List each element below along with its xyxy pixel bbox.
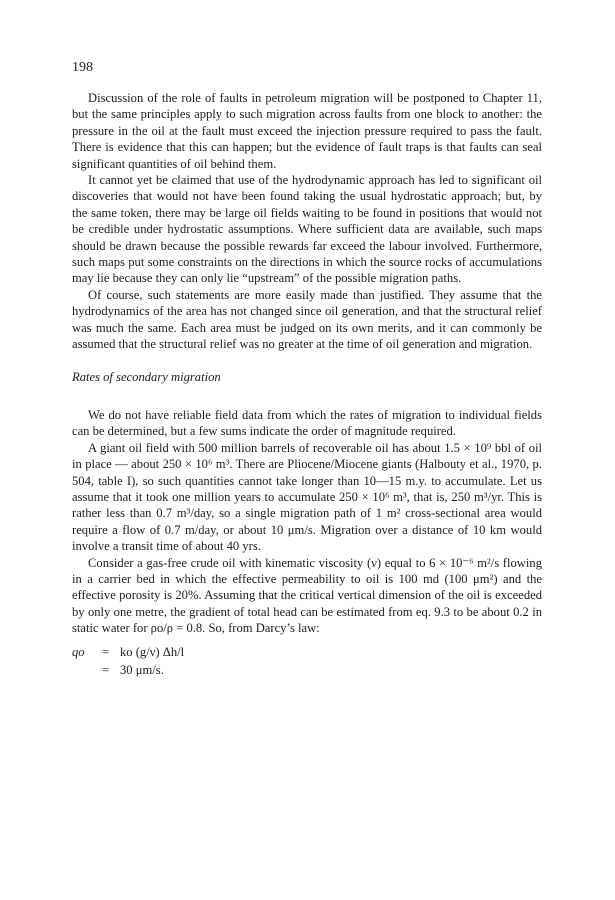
darcy-equation — [72, 643, 542, 679]
body-text — [72, 90, 542, 679]
page-number: 198 — [72, 60, 93, 75]
equation-rhs: ko (g/ν) Δh/l — [120, 644, 185, 659]
equation-operator: = — [102, 644, 110, 659]
equation-line — [72, 661, 542, 679]
equation-line — [72, 643, 542, 661]
equation-lhs: qo — [72, 644, 85, 659]
paragraph: It cannot yet be claimed that use of the hydrodynamic approach has led to significant oil discoveries that would not have been found taking the usual hydrostatic approach; but, by the same token, there may be large oil fields waiting to be found in positions that would not be credible under hydrostatic assumptions. Where sufficient data are available, such maps should be drawn because the possible rewards far exceed the labour involved. Furthermore, such maps put some constraints on the directions in which the source rocks of accumulations may lie because they can only lie “upstream” of the possible migration paths. — [72, 173, 542, 286]
equation-operator: = — [102, 662, 110, 677]
paragraph: Consider a gas-free crude oil with kinematic viscosity (ν) equal to 6 × 10⁻⁶ m²/s flowing in a carrier bed in which the effective permeability to oil is 100 md (100 μm²) and the effective porosity is 20%. Assuming that the critical vertical dimension of the oil is exceeded by only one metre, the gradient of total head can be estimated from eq. 9.3 to be about 0.2 in static water for ρo/ρ = 0.8. So, from Darcy’s law: — [72, 555, 542, 636]
equation-lhs-blank — [72, 661, 102, 679]
paragraph: Of course, such statements are more easily made than justified. They assume that the hydrodynamics of the area has not changed since oil generation, and that the structural relief was much the same. Each area must be judged on its own merits, and it can commonly be assumed that the structural relief was no greater at the time of oil generation and migration. — [72, 287, 542, 352]
paragraph: A giant oil field with 500 million barrels of recoverable oil has about 1.5 × 10⁹ bbl of oil in place — about 250 × 10⁶ m³. There are Pliocene/Miocene giants (Halbouty et al., 1970, p. 504, table I), so such quantities cannot take longer than 10—15 m.y. to accumulate. Let us assume that it took one million years to accumulate 250 × 10⁶ m³, that is, 250 m³/yr. This is rather less than 0.7 m³/day, so a single migration path of 1 m² cross-sectional area would require a flow of 0.7 m/day, or about 10 μm/s. Migration over a distance of 10 km would involve a transit time of about 40 yrs. — [72, 440, 542, 554]
equation-result: 30 μm/s. — [120, 662, 164, 677]
section-heading: Rates of secondary migration — [72, 369, 221, 384]
paragraph: Discussion of the role of faults in petroleum migration will be postponed to Chapter 11, but the same principles apply to such migration across faults from one block to another: the pressure in the oil at the fault must exceed the injection pressure required to pass the fault. There is evidence that this can happen; but the evidence of fault traps is that faults can seal significant quantities of oil behind them. — [72, 91, 542, 171]
paragraph: We do not have reliable field data from which the rates of migration to individual fields can be determined, but a few sums indicate the order of magnitude required. — [72, 407, 542, 439]
